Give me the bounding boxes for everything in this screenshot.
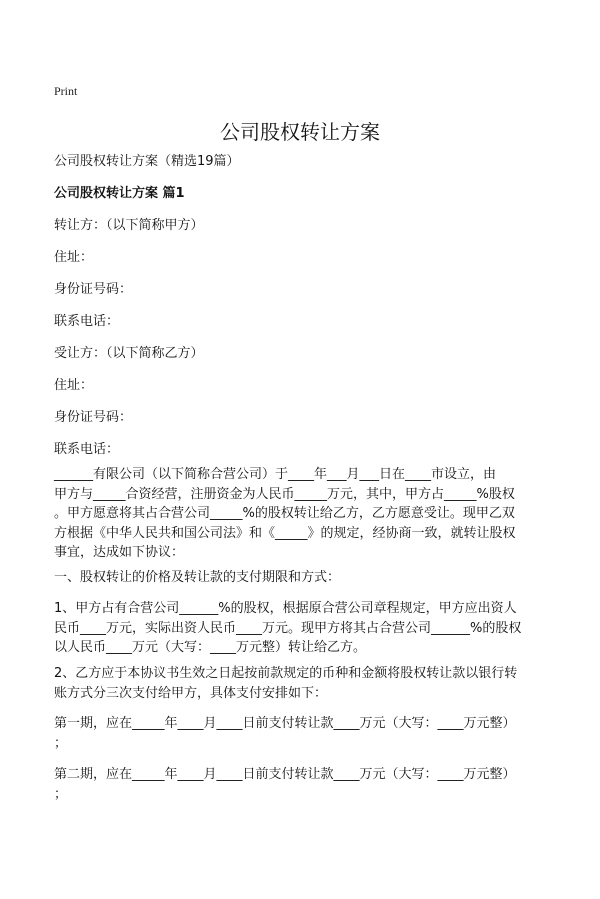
installment-1-line: ；: [54, 735, 68, 751]
transferee-id-number: 身份证号码：: [54, 410, 133, 425]
section-heading: 公司股权转让方案 篇1: [54, 186, 185, 201]
clause-1-paragraph: [54, 599, 554, 658]
clause-2-line: 2、乙方应于本协议书生效之日起按前款规定的币种和金额将股权转让款以银行转: [54, 666, 518, 681]
installment-2-line: 第二期，应在_____年____月____日前支付转让款____万元（大写：____万元整）: [54, 767, 516, 782]
installment-1-line: 第一期，应在_____年____月____日前支付转让款____万元（大写：____万元整）: [54, 716, 516, 731]
intro-paragraph: [54, 465, 554, 563]
installment-2-line: ；: [54, 786, 68, 802]
clause-2-line: 账方式分三次支付给甲方，具体支付安排如下：: [54, 685, 328, 701]
intro-line: 方根据《中华人民共和国公司法》和《_____》的规定，经协商一致，就转让股权: [54, 525, 516, 541]
transferor-phone: 联系电话：: [54, 314, 120, 329]
subtitle: 公司股权转让方案（精选19篇）: [54, 154, 240, 169]
clause-heading: 一、股权转让的价格及转让款的支付期限和方式：: [54, 570, 341, 585]
print-label: Print: [54, 84, 78, 98]
intro-line: ______有限公司（以下简称合营公司）于____年___月___日在____市设立，由: [54, 467, 497, 482]
transferee-phone: 联系电话：: [54, 442, 120, 457]
installment-2-paragraph: [54, 765, 554, 804]
clause-1-line: 以人民币____万元（大写：____万元整）转让给乙方。: [54, 640, 367, 655]
transferee-line: 受让方：（以下简称乙方）: [54, 346, 204, 361]
clause-1-line: 1、甲方占有合营公司______%的股权，根据原合营公司章程规定，甲方应出资人: [54, 601, 517, 616]
transferor-address: 住址：: [54, 250, 94, 265]
clause-1-line: 民币____万元，实际出资人民币____万元。现甲方将其占合营公司______%的股权: [54, 620, 522, 636]
installment-1-paragraph: [54, 714, 554, 753]
document-title: 公司股权转让方案: [220, 120, 380, 144]
transferee-address: 住址：: [54, 378, 94, 393]
intro-line: 甲方与_____合资经营，注册资金为人民币_____万元，其中，甲方占_____%股权: [54, 486, 515, 502]
transferor-id-number: 身份证号码：: [54, 282, 133, 297]
transferor-line: 转让方：（以下简称甲方）: [54, 218, 204, 233]
intro-line: 。甲方愿意将其占合营公司_____%的股权转让给乙方，乙方愿意受让。现甲乙双: [54, 506, 515, 521]
intro-line: 事宜，达成如下协议：: [54, 545, 185, 560]
clause-2-paragraph: [54, 664, 554, 703]
